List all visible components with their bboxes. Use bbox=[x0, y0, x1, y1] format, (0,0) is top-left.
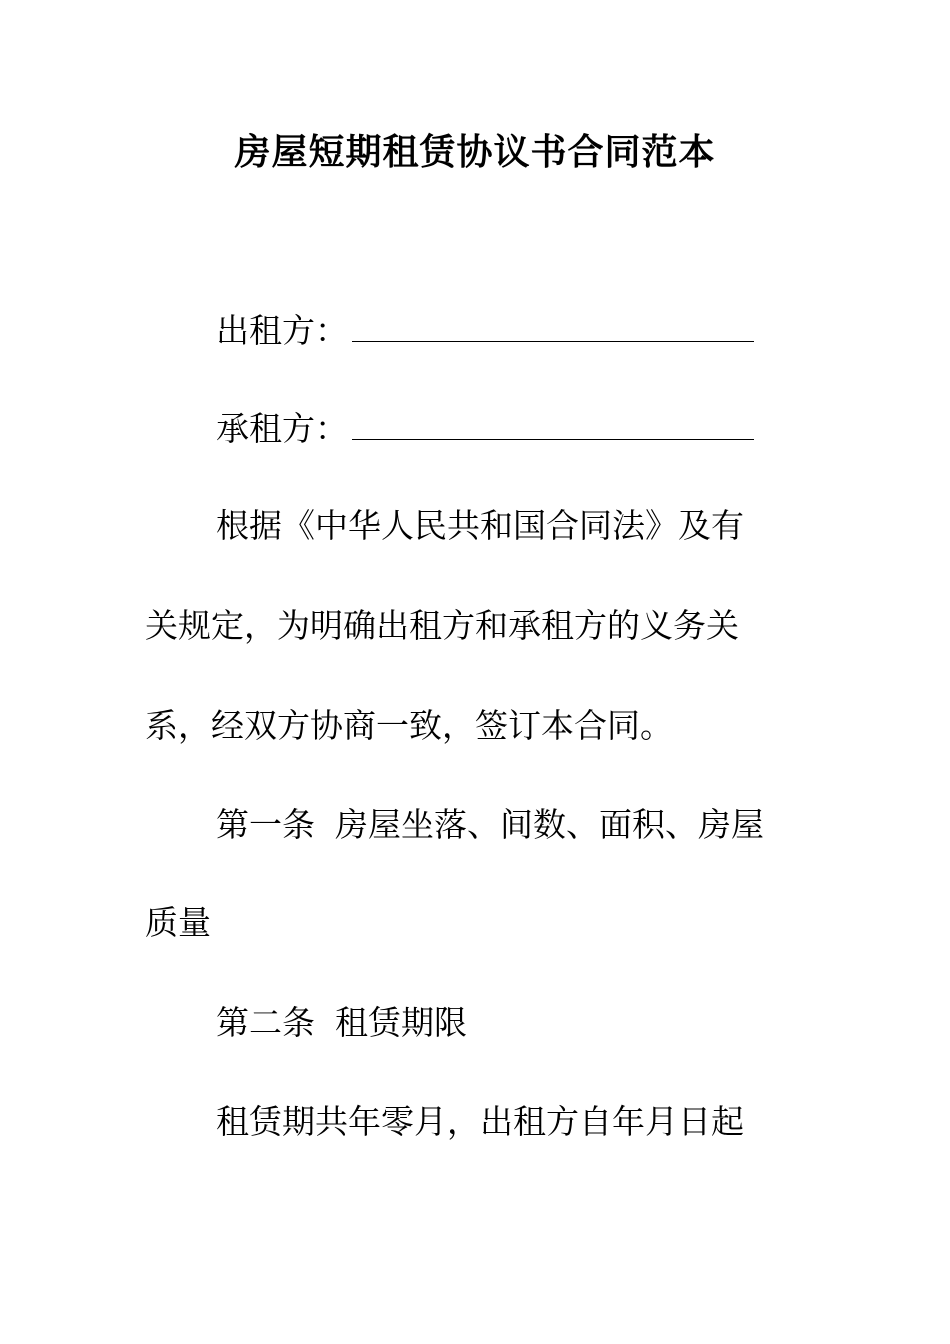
lessee-line bbox=[216, 403, 754, 452]
article2-text: 租赁期共年零月，出租方自年月日起 bbox=[216, 1102, 744, 1141]
lessee-blank bbox=[352, 403, 754, 440]
paragraph-line: 关规定，为明确出租方和承租方的义务关 bbox=[145, 606, 739, 645]
lessor-label: 出租方： bbox=[216, 311, 348, 350]
article1-number: 第一条 bbox=[216, 805, 315, 844]
paragraph-line: 系，经双方协商一致，签订本合同。 bbox=[145, 706, 673, 745]
article2-title: 租赁期限 bbox=[335, 1003, 467, 1042]
article1-heading bbox=[216, 802, 764, 848]
article2-heading bbox=[216, 1000, 467, 1046]
article1-title-cont: 质量 bbox=[145, 903, 211, 942]
document-title: 房屋短期租赁协议书合同范本 bbox=[234, 132, 716, 173]
paragraph-line: 根据《中华人民共和国合同法》及有 bbox=[216, 506, 744, 545]
lessee-label: 承租方： bbox=[216, 409, 348, 448]
lessor-line bbox=[216, 305, 754, 354]
lessor-blank bbox=[352, 305, 754, 342]
article1-title: 房屋坐落、间数、面积、房屋 bbox=[335, 805, 764, 844]
article2-number: 第二条 bbox=[216, 1003, 315, 1042]
